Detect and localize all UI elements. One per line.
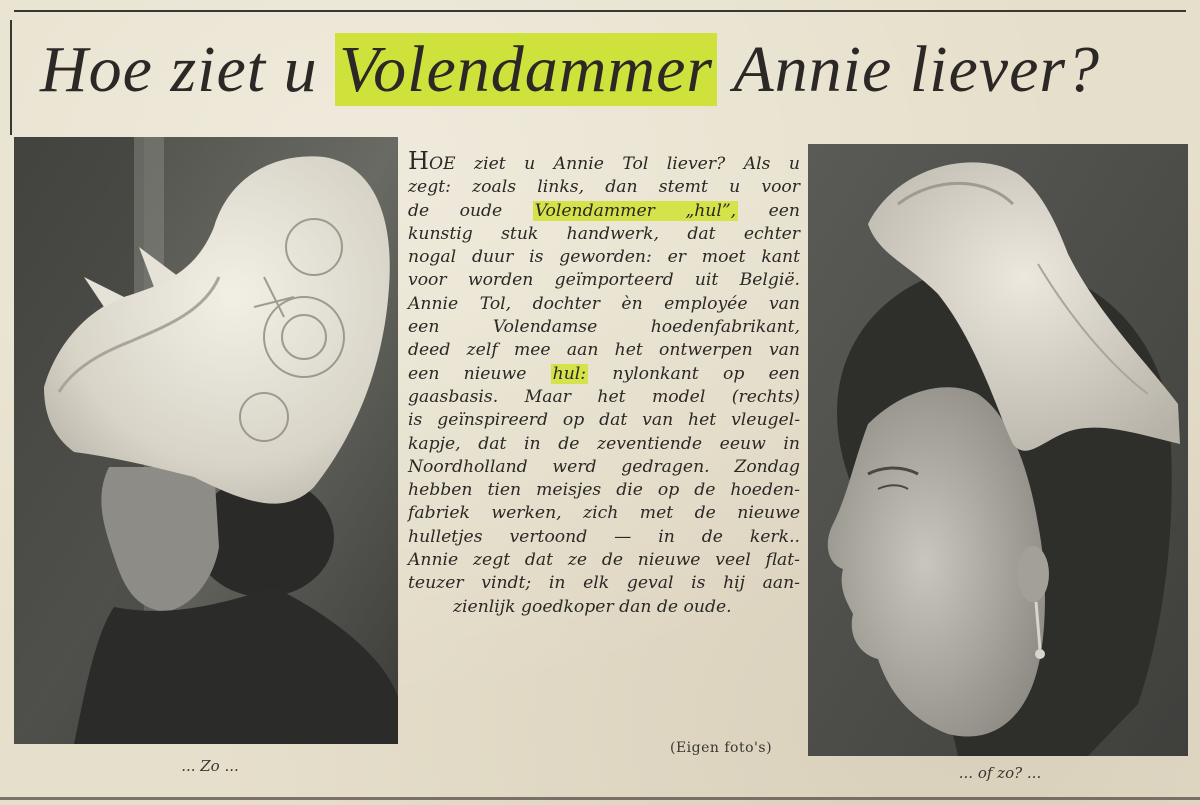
article-body bbox=[408, 147, 800, 619]
photo-old-hul bbox=[14, 137, 398, 744]
article-dropcap: H bbox=[408, 147, 429, 175]
article-line bbox=[408, 246, 800, 269]
article-line-text: nogal duur is geworden: er moet kant bbox=[408, 247, 800, 268]
article-line bbox=[408, 339, 800, 362]
caption-left: ... Zo ... bbox=[181, 757, 239, 775]
article-line-text: een Volendamse hoedenfabrikant, bbox=[408, 317, 800, 338]
article-line bbox=[408, 363, 800, 386]
article-line bbox=[408, 316, 800, 339]
caption-right: ... of zo? ... bbox=[958, 764, 1042, 782]
photo-new-hul-image bbox=[808, 144, 1188, 756]
headline-before: Hoe ziet u bbox=[40, 33, 336, 106]
article-line bbox=[408, 502, 800, 525]
article-line-text: Noordholland werd gedragen. Zondag bbox=[408, 456, 800, 477]
article-line-text: zienlijk goedkoper dan de oude. bbox=[453, 596, 732, 617]
article-line-text: deed zelf mee aan het ontwerpen van bbox=[408, 340, 800, 361]
headline-highlight: Volendammer bbox=[335, 33, 717, 106]
frame-top-rule bbox=[14, 10, 1186, 12]
article-line bbox=[408, 269, 800, 292]
article-line bbox=[408, 596, 800, 619]
article-line-text: zegt: zoals links, dan stemt u voor bbox=[408, 177, 800, 198]
article-line-text: hebben tien meisjes die op de hoeden- bbox=[408, 480, 800, 501]
headline bbox=[40, 30, 1160, 110]
headline-after: Annie liever? bbox=[717, 33, 1101, 106]
article-line bbox=[408, 572, 800, 595]
article-line bbox=[408, 479, 800, 502]
article-line-text: gaasbasis. Maar het model (rechts) bbox=[408, 386, 800, 407]
article-line bbox=[408, 223, 800, 246]
article-line bbox=[408, 176, 800, 199]
article-line bbox=[408, 456, 800, 479]
article-line-text: een nieuwe bbox=[408, 363, 551, 384]
article-line-text: kunstig stuk handwerk, dat echter bbox=[408, 223, 800, 244]
article-line-text: hulletjes vertoond — in de kerk.. bbox=[408, 526, 800, 547]
photo-new-hul bbox=[808, 144, 1188, 756]
article-line-text: teuzer vindt; in elk geval is hij aan- bbox=[408, 573, 800, 594]
article-line-text: is geïnspireerd op dat van het vleugel- bbox=[408, 410, 800, 431]
article-line bbox=[408, 526, 800, 549]
article-line-text: de oude bbox=[408, 200, 533, 221]
article-line-text: OE ziet u Annie Tol liever? Als u bbox=[428, 154, 800, 174]
article-line-text: kapje, dat in de zeventiende eeuw in bbox=[408, 433, 800, 454]
article-line-text: een bbox=[738, 200, 800, 221]
article-line bbox=[408, 386, 800, 409]
article-line bbox=[408, 409, 800, 432]
photo-old-hul-image bbox=[14, 137, 398, 744]
article-highlight: hul: bbox=[552, 363, 587, 384]
photo-credit: (Eigen foto's) bbox=[670, 740, 773, 756]
article-line-text: fabriek werken, zich met de nieuwe bbox=[408, 503, 800, 524]
article-line bbox=[408, 293, 800, 316]
frame-left-rule bbox=[10, 20, 12, 135]
article-line-text: Annie zegt dat ze de nieuwe veel flat- bbox=[408, 550, 800, 571]
article-line bbox=[408, 200, 800, 223]
article-line-text: nylonkant op een bbox=[588, 363, 800, 384]
article-line-text: Annie Tol, dochter èn employée van bbox=[408, 293, 800, 314]
article-line bbox=[408, 549, 800, 572]
article-line bbox=[408, 147, 800, 176]
article-line bbox=[408, 433, 800, 456]
bottom-rule bbox=[0, 797, 1200, 800]
article-line-text: voor worden geïmporteerd uit België. bbox=[408, 270, 800, 291]
article-highlight: Volendammer „hul”, bbox=[534, 200, 737, 221]
